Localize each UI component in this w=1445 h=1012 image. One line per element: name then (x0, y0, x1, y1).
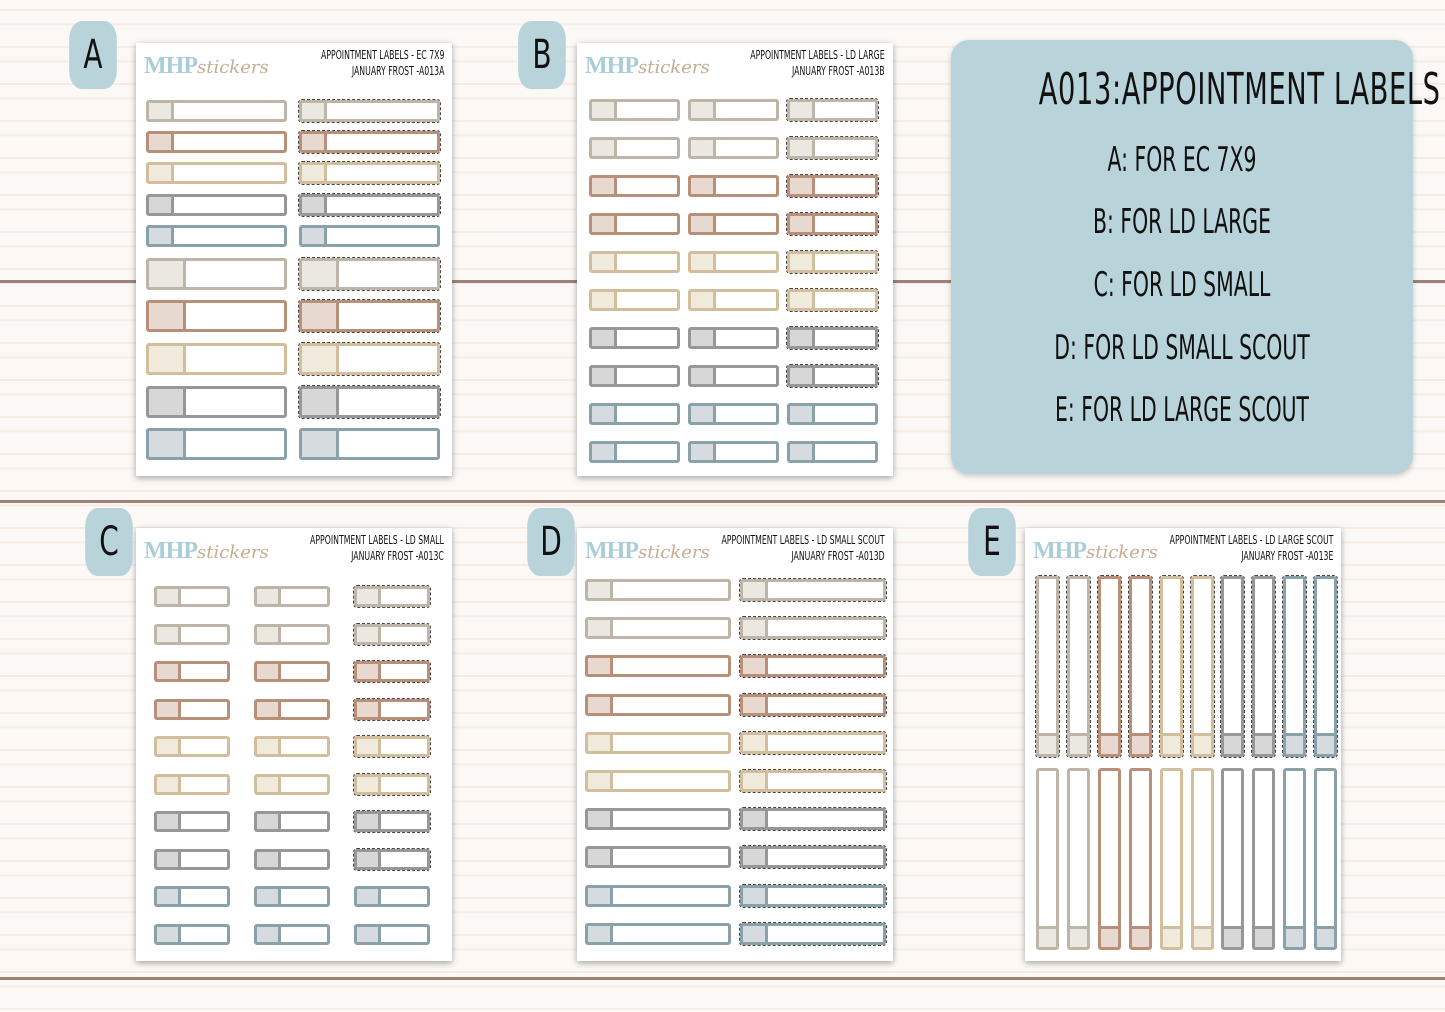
label-color-block (357, 814, 381, 829)
appointment-label-sticker (146, 300, 287, 332)
appointment-label-sticker (787, 99, 878, 121)
appointment-label-sticker (585, 808, 731, 830)
appointment-label-sticker (1036, 576, 1059, 757)
label-color-block (302, 103, 327, 119)
label-color-block (302, 261, 339, 287)
appointment-label-sticker (688, 441, 779, 463)
appointment-label-sticker (1098, 576, 1121, 757)
label-color-block (1224, 926, 1241, 947)
info-line-b: B: FOR LD LARGE (1092, 202, 1272, 242)
label-color-block (257, 852, 281, 867)
appointment-label-sticker (154, 924, 230, 945)
appointment-label-sticker (254, 661, 330, 682)
label-color-block (592, 254, 617, 270)
mhp-stickers-logo: MHPstickers (144, 538, 269, 564)
label-color-block (790, 102, 815, 118)
label-color-block (1070, 733, 1087, 754)
appointment-label-sticker (1191, 576, 1214, 757)
appointment-label-sticker (787, 213, 878, 235)
label-color-block (357, 889, 381, 904)
appointment-label-sticker (1191, 768, 1214, 950)
appointment-label-sticker (585, 885, 731, 907)
label-color-block (588, 849, 613, 865)
appointment-label-sticker (740, 808, 886, 830)
appointment-label-sticker (589, 137, 680, 159)
appointment-label-sticker (354, 886, 430, 907)
label-color-block (149, 389, 186, 415)
label-color-block (592, 406, 617, 422)
appointment-label-sticker (354, 811, 430, 832)
label-color-block (1132, 733, 1149, 754)
appointment-label-sticker (354, 661, 430, 682)
appointment-label-sticker (1252, 768, 1275, 950)
label-color-block (149, 134, 174, 150)
appointment-label-sticker (299, 300, 440, 332)
label-color-block (691, 254, 716, 270)
label-color-block (592, 330, 617, 346)
label-color-block (302, 431, 339, 457)
label-color-block (588, 888, 613, 904)
label-color-block (157, 702, 181, 717)
appointment-label-sticker (154, 661, 230, 682)
appointment-label-sticker (146, 162, 287, 184)
appointment-label-sticker (254, 624, 330, 645)
label-color-block (357, 702, 381, 717)
sticker-sheet-e (1025, 528, 1341, 961)
label-color-block (1286, 926, 1303, 947)
appointment-label-sticker (1160, 768, 1183, 950)
appointment-label-sticker (585, 694, 731, 716)
appointment-label-sticker (688, 175, 779, 197)
label-color-block (149, 165, 174, 181)
appointment-label-sticker (146, 131, 287, 153)
appointment-label-sticker (154, 849, 230, 870)
appointment-label-sticker (740, 732, 886, 754)
label-color-block (257, 814, 281, 829)
appointment-label-sticker (1221, 768, 1244, 950)
label-color-block (1255, 926, 1272, 947)
label-color-block (257, 777, 281, 792)
appointment-label-sticker (299, 386, 440, 418)
label-color-block (357, 852, 381, 867)
appointment-label-sticker (688, 403, 779, 425)
appointment-label-sticker (740, 770, 886, 792)
label-color-block (1317, 926, 1334, 947)
label-color-block (1163, 926, 1180, 947)
label-color-block (790, 406, 815, 422)
appointment-label-sticker (154, 586, 230, 607)
appointment-label-sticker (787, 289, 878, 311)
mhp-stickers-logo: MHPstickers (1033, 538, 1158, 564)
appointment-label-sticker (299, 343, 440, 375)
label-color-block (157, 664, 181, 679)
sheet-title: APPOINTMENT LABELS - LD SMALL JANUARY FROST -A013C (310, 533, 444, 563)
label-color-block (157, 777, 181, 792)
appointment-label-sticker (146, 100, 287, 122)
label-color-block (302, 228, 327, 244)
appointment-label-sticker (585, 617, 731, 639)
label-color-block (691, 368, 716, 384)
label-color-block (1163, 733, 1180, 754)
appointment-label-sticker (1036, 768, 1059, 950)
label-color-block (357, 739, 381, 754)
sheet-badge-a: A (69, 21, 117, 89)
label-color-block (257, 739, 281, 754)
appointment-label-sticker (589, 403, 680, 425)
label-color-block (743, 773, 768, 789)
label-color-block (1317, 733, 1334, 754)
appointment-label-sticker (1098, 768, 1121, 950)
appointment-label-sticker (154, 624, 230, 645)
label-color-block (149, 103, 174, 119)
label-color-block (592, 216, 617, 232)
label-color-block (149, 197, 174, 213)
label-color-block (691, 292, 716, 308)
appointment-label-sticker (354, 736, 430, 757)
label-color-block (157, 814, 181, 829)
appointment-label-sticker (154, 811, 230, 832)
label-color-block (588, 658, 613, 674)
appointment-label-sticker (740, 655, 886, 677)
sheet-badge-b: B (518, 21, 566, 89)
info-line-c: C: FOR LD SMALL (1093, 265, 1271, 305)
appointment-label-sticker (589, 251, 680, 273)
sticker-sheet-b (577, 43, 893, 476)
label-color-block (790, 444, 815, 460)
appointment-label-sticker (354, 586, 430, 607)
label-color-block (743, 849, 768, 865)
appointment-label-sticker (787, 327, 878, 349)
appointment-label-sticker (787, 441, 878, 463)
label-color-block (592, 444, 617, 460)
appointment-label-sticker (254, 811, 330, 832)
appointment-label-sticker (299, 225, 440, 247)
label-color-block (790, 178, 815, 194)
label-color-block (691, 330, 716, 346)
appointment-label-sticker (154, 886, 230, 907)
plank-seam (0, 500, 1445, 503)
appointment-label-sticker (354, 849, 430, 870)
appointment-label-sticker (146, 386, 287, 418)
label-color-block (588, 582, 613, 598)
label-color-block (691, 178, 716, 194)
mhp-stickers-logo: MHPstickers (144, 53, 269, 79)
label-color-block (1132, 926, 1149, 947)
label-color-block (691, 444, 716, 460)
appointment-label-sticker (589, 213, 680, 235)
appointment-label-sticker (154, 699, 230, 720)
label-color-block (157, 589, 181, 604)
appointment-label-sticker (1129, 576, 1152, 757)
appointment-label-sticker (688, 289, 779, 311)
mhp-stickers-logo: MHPstickers (585, 538, 710, 564)
label-color-block (592, 178, 617, 194)
sticker-sheet-d (577, 528, 893, 961)
appointment-label-sticker (1221, 576, 1244, 757)
appointment-label-sticker (354, 699, 430, 720)
label-color-block (790, 368, 815, 384)
label-color-block (1224, 733, 1241, 754)
label-color-block (357, 627, 381, 642)
label-color-block (257, 627, 281, 642)
label-color-block (257, 702, 281, 717)
appointment-label-sticker (787, 137, 878, 159)
appointment-label-sticker (688, 365, 779, 387)
label-color-block (691, 406, 716, 422)
label-color-block (302, 389, 339, 415)
appointment-label-sticker (740, 846, 886, 868)
label-color-block (302, 134, 327, 150)
appointment-label-sticker (740, 579, 886, 601)
appointment-label-sticker (740, 885, 886, 907)
label-color-block (691, 216, 716, 232)
appointment-label-sticker (299, 258, 440, 290)
appointment-label-sticker (254, 849, 330, 870)
label-color-block (743, 926, 768, 942)
label-color-block (743, 582, 768, 598)
appointment-label-sticker (1283, 576, 1306, 757)
appointment-label-sticker (1129, 768, 1152, 950)
appointment-label-sticker (585, 579, 731, 601)
appointment-label-sticker (688, 327, 779, 349)
appointment-label-sticker (688, 213, 779, 235)
appointment-label-sticker (787, 365, 878, 387)
mhp-stickers-logo: MHPstickers (585, 53, 710, 79)
label-color-block (357, 777, 381, 792)
label-color-block (302, 346, 339, 372)
label-color-block (588, 773, 613, 789)
sheet-badge-e: E (968, 508, 1016, 576)
label-color-block (157, 889, 181, 904)
label-color-block (357, 589, 381, 604)
label-color-block (157, 927, 181, 942)
label-color-block (743, 697, 768, 713)
info-line-e: E: FOR LD LARGE SCOUT (1054, 390, 1310, 430)
appointment-label-sticker (254, 699, 330, 720)
appointment-label-sticker (585, 655, 731, 677)
label-color-block (157, 739, 181, 754)
appointment-label-sticker (254, 886, 330, 907)
label-color-block (357, 664, 381, 679)
label-color-block (302, 197, 327, 213)
label-color-block (149, 303, 186, 329)
appointment-label-sticker (787, 403, 878, 425)
label-color-block (149, 261, 186, 287)
appointment-label-sticker (585, 923, 731, 945)
appointment-label-sticker (1314, 576, 1337, 757)
label-color-block (790, 330, 815, 346)
appointment-label-sticker (299, 428, 440, 460)
info-line-d: D: FOR LD SMALL SCOUT (1054, 328, 1310, 368)
sheet-title: APPOINTMENT LABELS - LD SMALL SCOUT JANUARY FROST -A013D (721, 533, 885, 563)
sticker-sheet-a (136, 43, 452, 476)
label-color-block (302, 303, 339, 329)
label-color-block (592, 140, 617, 156)
label-color-block (357, 927, 381, 942)
appointment-label-sticker (1160, 576, 1183, 757)
label-color-block (1194, 733, 1211, 754)
label-color-block (157, 852, 181, 867)
appointment-label-sticker (1252, 576, 1275, 757)
appointment-label-sticker (688, 99, 779, 121)
appointment-label-sticker (146, 258, 287, 290)
appointment-label-sticker (585, 846, 731, 868)
label-color-block (1101, 926, 1118, 947)
label-color-block (257, 927, 281, 942)
sheet-title: APPOINTMENT LABELS - LD LARGE SCOUT JANUARY FROST -A013E (1169, 533, 1333, 563)
appointment-label-sticker (146, 225, 287, 247)
appointment-label-sticker (589, 365, 680, 387)
appointment-label-sticker (589, 99, 680, 121)
appointment-label-sticker (299, 100, 440, 122)
appointment-label-sticker (299, 131, 440, 153)
label-color-block (149, 228, 174, 244)
label-color-block (743, 811, 768, 827)
appointment-label-sticker (354, 774, 430, 795)
appointment-label-sticker (254, 924, 330, 945)
product-title: A013:APPOINTMENT LABELS (1038, 64, 1441, 115)
label-color-block (1286, 733, 1303, 754)
appointment-label-sticker (740, 923, 886, 945)
appointment-label-sticker (589, 175, 680, 197)
appointment-label-sticker (589, 327, 680, 349)
sheet-title: APPOINTMENT LABELS - LD LARGE JANUARY FROST -A013B (750, 48, 885, 78)
label-color-block (743, 658, 768, 674)
label-color-block (588, 697, 613, 713)
appointment-label-sticker (1283, 768, 1306, 950)
label-color-block (743, 620, 768, 636)
label-color-block (257, 664, 281, 679)
label-color-block (743, 888, 768, 904)
label-color-block (592, 292, 617, 308)
appointment-label-sticker (254, 774, 330, 795)
label-color-block (149, 346, 186, 372)
label-color-block (588, 620, 613, 636)
appointment-label-sticker (1314, 768, 1337, 950)
label-color-block (1101, 733, 1118, 754)
appointment-label-sticker (154, 736, 230, 757)
label-color-block (149, 431, 186, 457)
appointment-label-sticker (585, 770, 731, 792)
appointment-label-sticker (589, 441, 680, 463)
appointment-label-sticker (254, 736, 330, 757)
sheet-title: APPOINTMENT LABELS - EC 7X9 JANUARY FROST -A013A (320, 48, 444, 78)
label-color-block (790, 254, 815, 270)
label-color-block (1070, 926, 1087, 947)
appointment-label-sticker (787, 175, 878, 197)
appointment-label-sticker (589, 289, 680, 311)
appointment-label-sticker (146, 343, 287, 375)
label-color-block (588, 811, 613, 827)
appointment-label-sticker (1067, 768, 1090, 950)
appointment-label-sticker (688, 137, 779, 159)
label-color-block (743, 735, 768, 751)
appointment-label-sticker (146, 428, 287, 460)
label-color-block (1255, 733, 1272, 754)
label-color-block (1039, 926, 1056, 947)
label-color-block (588, 926, 613, 942)
label-color-block (302, 165, 327, 181)
label-color-block (257, 589, 281, 604)
appointment-label-sticker (354, 924, 430, 945)
label-color-block (691, 102, 716, 118)
label-color-block (691, 140, 716, 156)
product-info-panel (951, 40, 1441, 474)
label-color-block (790, 292, 815, 308)
sticker-sheet-c (136, 528, 452, 961)
label-color-block (592, 102, 617, 118)
appointment-label-sticker (146, 194, 287, 216)
appointment-label-sticker (740, 694, 886, 716)
label-color-block (257, 889, 281, 904)
plank-seam (0, 977, 1445, 980)
sheet-badge-c: C (85, 508, 133, 576)
appointment-label-sticker (354, 624, 430, 645)
label-color-block (157, 627, 181, 642)
appointment-label-sticker (1067, 576, 1090, 757)
appointment-label-sticker (299, 194, 440, 216)
appointment-label-sticker (585, 732, 731, 754)
label-color-block (790, 140, 815, 156)
label-color-block (1194, 926, 1211, 947)
label-color-block (592, 368, 617, 384)
appointment-label-sticker (254, 586, 330, 607)
appointment-label-sticker (740, 617, 886, 639)
info-line-a: A: FOR EC 7X9 (1107, 140, 1257, 180)
label-color-block (588, 735, 613, 751)
appointment-label-sticker (299, 162, 440, 184)
appointment-label-sticker (688, 251, 779, 273)
label-color-block (1039, 733, 1056, 754)
appointment-label-sticker (154, 774, 230, 795)
label-color-block (790, 216, 815, 232)
appointment-label-sticker (787, 251, 878, 273)
sheet-badge-d: D (527, 508, 575, 576)
